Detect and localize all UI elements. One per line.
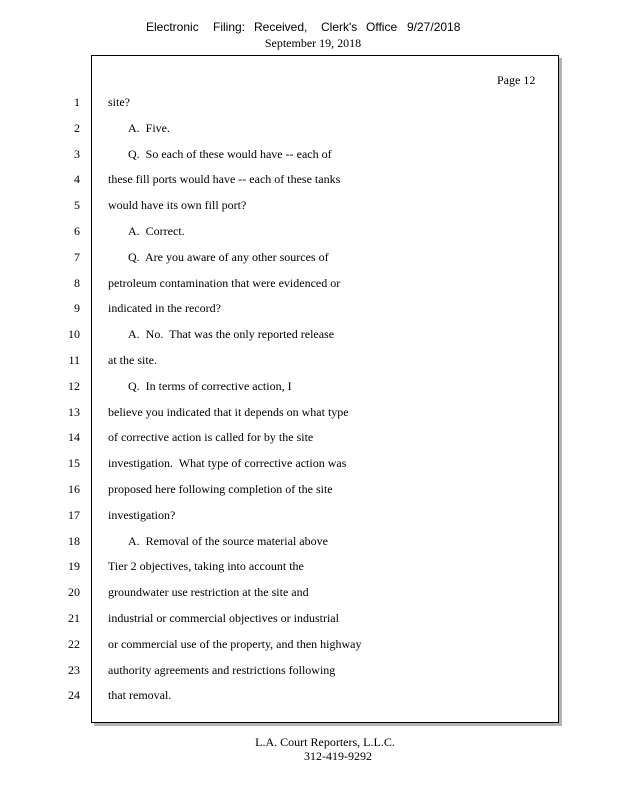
line-number: 24 bbox=[68, 688, 80, 702]
transcript-line: Q. In terms of corrective action, I bbox=[128, 379, 292, 393]
transcript-line: petroleum contamination that were evidenced or bbox=[108, 276, 341, 290]
filing-stamp-word: Filing: bbox=[213, 20, 246, 34]
line-number: 11 bbox=[68, 353, 80, 367]
line-number: 12 bbox=[68, 379, 80, 393]
court-reporter-phone: 312-419-9292 bbox=[304, 749, 372, 763]
line-number: 18 bbox=[68, 534, 80, 548]
line-number: 23 bbox=[68, 663, 80, 677]
transcript-line: would have its own fill port? bbox=[108, 198, 247, 212]
court-reporter-name: L.A. Court Reporters, L.L.C. bbox=[255, 735, 395, 749]
transcript-line: Tier 2 objectives, taking into account the bbox=[108, 559, 304, 573]
filing-date: September 19, 2018 bbox=[264, 36, 362, 50]
transcript-line: groundwater use restriction at the site and bbox=[108, 585, 309, 599]
line-number: 6 bbox=[74, 224, 80, 238]
transcript-line: Q. So each of these would have -- each of bbox=[128, 147, 332, 161]
line-number: 19 bbox=[68, 559, 80, 573]
transcript-line: at the site. bbox=[108, 353, 157, 367]
line-number: 17 bbox=[68, 508, 80, 522]
transcript-line: or commercial use of the property, and then highway bbox=[108, 637, 362, 651]
line-number: 13 bbox=[68, 405, 80, 419]
line-number: 7 bbox=[74, 250, 80, 264]
transcript-line: investigation. What type of corrective action was bbox=[108, 456, 347, 470]
transcript-line: Q. Are you aware of any other sources of bbox=[128, 250, 329, 264]
line-number: 16 bbox=[68, 482, 80, 496]
transcript-line: believe you indicated that it depends on what type bbox=[108, 405, 349, 419]
transcript-line: A. Removal of the source material above bbox=[128, 534, 328, 548]
line-number: 9 bbox=[74, 301, 80, 315]
line-number: 3 bbox=[74, 147, 80, 161]
transcript-line: indicated in the record? bbox=[108, 301, 221, 315]
transcript-line: proposed here following completion of the site bbox=[108, 482, 333, 496]
filing-stamp-word: Received, bbox=[254, 20, 308, 34]
line-number: 22 bbox=[68, 637, 80, 651]
transcript-line: investigation? bbox=[108, 508, 176, 522]
filing-stamp-word: Electronic bbox=[146, 20, 199, 34]
line-number: 8 bbox=[74, 276, 80, 290]
line-number: 5 bbox=[74, 198, 80, 212]
transcript-line: A. Five. bbox=[128, 121, 170, 135]
transcript-line: industrial or commercial objectives or industrial bbox=[108, 611, 339, 625]
line-number: 21 bbox=[68, 611, 80, 625]
line-number: 2 bbox=[74, 121, 80, 135]
line-number: 20 bbox=[68, 585, 80, 599]
page-number: Page 12 bbox=[497, 73, 536, 87]
transcript-line: that removal. bbox=[108, 688, 172, 702]
line-number: 10 bbox=[68, 327, 80, 341]
transcript-line: authority agreements and restrictions following bbox=[108, 663, 336, 677]
line-number: 1 bbox=[74, 95, 80, 109]
line-number: 14 bbox=[68, 430, 80, 444]
transcript-line: of corrective action is called for by the site bbox=[108, 430, 314, 444]
transcript-line: A. Correct. bbox=[128, 224, 185, 238]
line-number: 15 bbox=[68, 456, 80, 470]
filing-stamp-word: 9/27/2018 bbox=[407, 20, 461, 34]
transcript-line: these fill ports would have -- each of these tanks bbox=[108, 172, 341, 186]
filing-stamp-word: Office bbox=[366, 20, 398, 34]
filing-stamp-word: Clerk's bbox=[321, 20, 358, 34]
line-number: 4 bbox=[74, 172, 80, 186]
transcript-line: site? bbox=[108, 95, 130, 109]
transcript-line: A. No. That was the only reported release bbox=[128, 327, 335, 341]
